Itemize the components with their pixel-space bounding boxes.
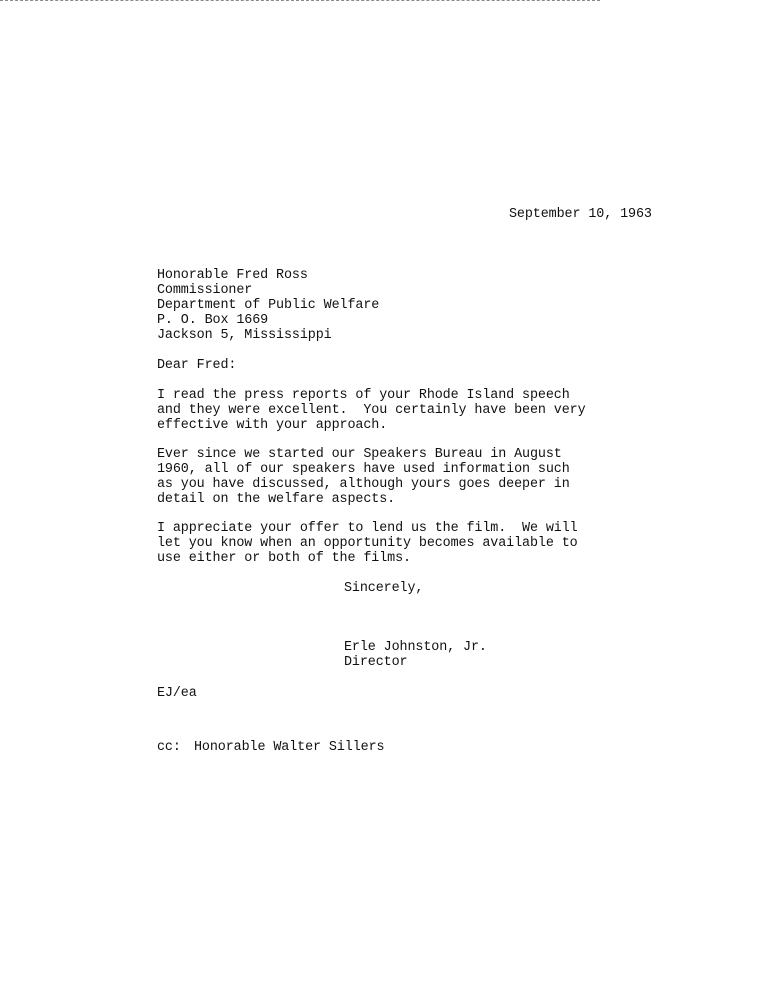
body-paragraph <box>157 388 586 433</box>
signature-name: Erle Johnston, Jr. <box>344 640 487 655</box>
page-top-dashed-border <box>0 0 600 1</box>
recipient-department: Department of Public Welfare <box>157 298 380 313</box>
paragraph-line: use either or both of the films. <box>157 551 411 566</box>
recipient-title: Commissioner <box>157 283 253 298</box>
paragraph-line: detail on the welfare aspects. <box>157 492 396 507</box>
signature-title: Director <box>344 655 408 670</box>
paragraph-line: I read the press reports of your Rhode Island speech <box>157 388 570 403</box>
recipient-city: Jackson 5, Mississippi <box>157 328 332 343</box>
cc-label: cc: <box>157 740 181 755</box>
typist-initials: EJ/ea <box>157 686 197 701</box>
recipient-name: Honorable Fred Ross <box>157 268 308 283</box>
paragraph-line: let you know when an opportunity becomes available to <box>157 536 578 551</box>
body-paragraph <box>157 521 578 566</box>
body-paragraph <box>157 447 570 507</box>
recipient-po-box: P. O. Box 1669 <box>157 313 269 328</box>
closing: Sincerely, <box>344 581 424 596</box>
cc-recipient: Honorable Walter Sillers <box>194 740 385 755</box>
paragraph-line: as you have discussed, although yours goes deeper in <box>157 477 570 492</box>
paragraph-line: 1960, all of our speakers have used information such <box>157 462 570 477</box>
cc-line <box>157 740 384 755</box>
letter-date: September 10, 1963 <box>509 207 652 222</box>
paragraph-line: Ever since we started our Speakers Bureau in August <box>157 447 562 462</box>
paragraph-line: effective with your approach. <box>157 418 388 433</box>
paragraph-line: I appreciate your offer to lend us the film. We will <box>157 521 578 536</box>
salutation: Dear Fred: <box>157 358 237 373</box>
paragraph-line: and they were excellent. You certainly have been very <box>157 403 586 418</box>
